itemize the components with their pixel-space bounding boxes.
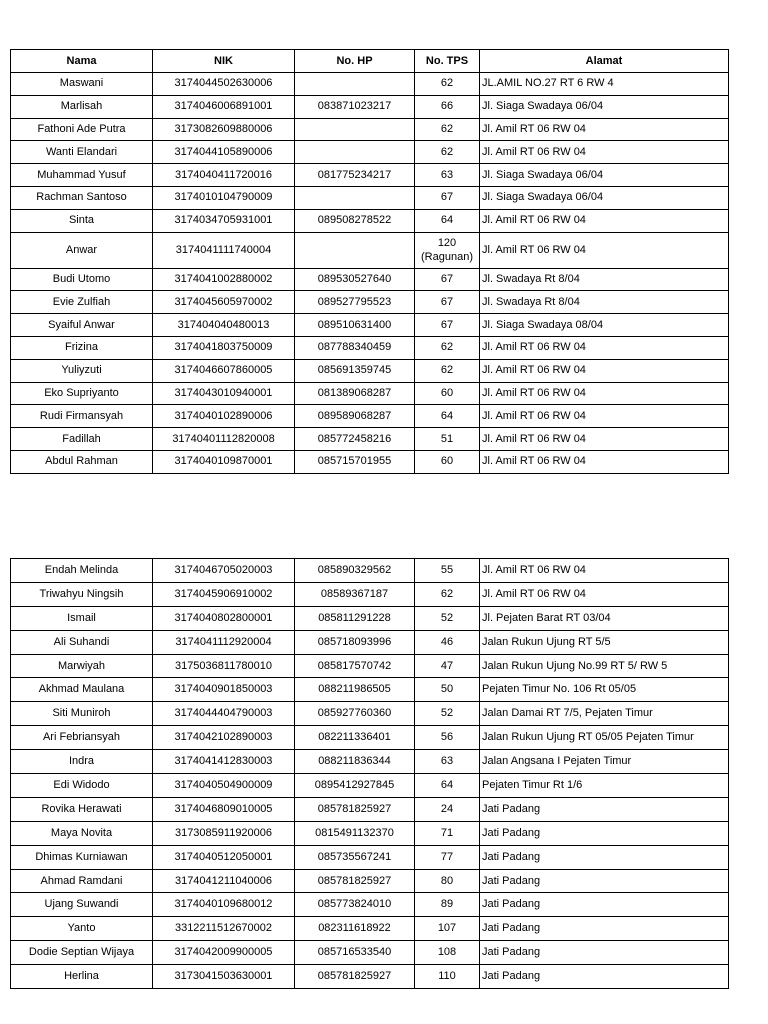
cell-nik: 3174042102890003 [153, 726, 295, 750]
cell-tps: 67 [415, 314, 480, 337]
cell-nama: Yuliyzuti [11, 359, 153, 382]
cell-alamat: Pejaten Timur No. 106 Rt 05/05 [480, 678, 729, 702]
cell-nik: 31740401112820008 [153, 428, 295, 451]
cell-nama: Ahmad Ramdani [11, 869, 153, 893]
cell-alamat: Jl. Swadaya Rt 8/04 [480, 291, 729, 314]
cell-hp [295, 186, 415, 209]
cell-hp: 085781825927 [295, 797, 415, 821]
cell-nik: 3174046607860005 [153, 359, 295, 382]
table-row [11, 336, 729, 359]
cell-hp: 089589068287 [295, 405, 415, 428]
cell-hp: 0815491132370 [295, 821, 415, 845]
table-row [11, 95, 729, 118]
cell-nama: Indra [11, 750, 153, 774]
cell-nama: Endah Melinda [11, 559, 153, 583]
cell-nama: Muhammad Yusuf [11, 164, 153, 187]
table-row [11, 606, 729, 630]
cell-nik: 317404040480013 [153, 314, 295, 337]
cell-tps: 46 [415, 630, 480, 654]
cell-nama: Ujang Suwandi [11, 893, 153, 917]
cell-hp: 082211336401 [295, 726, 415, 750]
cell-tps: 64 [415, 405, 480, 428]
cell-tps: 47 [415, 654, 480, 678]
cell-hp [295, 141, 415, 164]
cell-tps: 50 [415, 678, 480, 702]
cell-hp: 088211836344 [295, 750, 415, 774]
cell-tps: 64 [415, 774, 480, 798]
cell-nik: 3174034705931001 [153, 209, 295, 232]
cell-nama: Edi Widodo [11, 774, 153, 798]
cell-alamat: Jati Padang [480, 821, 729, 845]
table-row [11, 702, 729, 726]
cell-hp [295, 232, 415, 268]
cell-hp: 088211986505 [295, 678, 415, 702]
table-row [11, 141, 729, 164]
cell-tps: 80 [415, 869, 480, 893]
header-nik: NIK [153, 50, 295, 73]
cell-hp: 081775234217 [295, 164, 415, 187]
cell-tps: 62 [415, 141, 480, 164]
cell-nama: Budi Utomo [11, 268, 153, 291]
cell-tps: 64 [415, 209, 480, 232]
cell-hp [295, 73, 415, 96]
cell-nik: 3174041412830003 [153, 750, 295, 774]
table-row [11, 186, 729, 209]
cell-nama: Marlisah [11, 95, 153, 118]
table-row [11, 750, 729, 774]
cell-nama: Rudi Firmansyah [11, 405, 153, 428]
cell-nik: 3174041002880002 [153, 268, 295, 291]
cell-hp: 089527795523 [295, 291, 415, 314]
cell-nama: Dodie Septian Wijaya [11, 941, 153, 965]
cell-tps: 67 [415, 291, 480, 314]
cell-nama: Triwahyu Ningsih [11, 582, 153, 606]
voter-table-2 [10, 558, 729, 989]
cell-alamat: Jl. Swadaya Rt 8/04 [480, 268, 729, 291]
table-row [11, 118, 729, 141]
table-row [11, 774, 729, 798]
table-row [11, 917, 729, 941]
cell-tps: 67 [415, 186, 480, 209]
cell-hp: 085781825927 [295, 965, 415, 989]
cell-nik: 3174043010940001 [153, 382, 295, 405]
cell-tps: 62 [415, 118, 480, 141]
table-row [11, 73, 729, 96]
cell-hp: 085735567241 [295, 845, 415, 869]
cell-nama: Herlina [11, 965, 153, 989]
cell-nik: 3174042009900005 [153, 941, 295, 965]
cell-tps: 62 [415, 582, 480, 606]
cell-nik: 3174040109870001 [153, 450, 295, 473]
cell-hp: 0895412927845 [295, 774, 415, 798]
table-row [11, 869, 729, 893]
cell-nama: Akhmad Maulana [11, 678, 153, 702]
cell-tps: 67 [415, 268, 480, 291]
cell-nik: 3174041211040006 [153, 869, 295, 893]
cell-nik: 3174046006891001 [153, 95, 295, 118]
cell-hp: 085715701955 [295, 450, 415, 473]
table-header-row [11, 50, 729, 73]
cell-tps: 62 [415, 73, 480, 96]
table-row [11, 359, 729, 382]
cell-tps: 55 [415, 559, 480, 583]
cell-nik: 3174040109680012 [153, 893, 295, 917]
cell-tps: 63 [415, 750, 480, 774]
cell-nama: Evie Zulfiah [11, 291, 153, 314]
table-row [11, 450, 729, 473]
cell-nama: Rovika Herawati [11, 797, 153, 821]
table-row [11, 164, 729, 187]
table-row [11, 582, 729, 606]
cell-alamat: Jl. Amil RT 06 RW 04 [480, 232, 729, 268]
table-row [11, 232, 729, 268]
cell-alamat: Jl. Amil RT 06 RW 04 [480, 428, 729, 451]
cell-nik: 3173082609880006 [153, 118, 295, 141]
cell-tps: 66 [415, 95, 480, 118]
cell-tps: 77 [415, 845, 480, 869]
table-row [11, 965, 729, 989]
cell-hp: 085716533540 [295, 941, 415, 965]
cell-alamat: Pejaten Timur Rt 1/6 [480, 774, 729, 798]
cell-alamat: Jl. Amil RT 06 RW 04 [480, 141, 729, 164]
table-row [11, 726, 729, 750]
table-row [11, 382, 729, 405]
cell-hp: 085817570742 [295, 654, 415, 678]
cell-alamat: Jl. Amil RT 06 RW 04 [480, 559, 729, 583]
cell-tps: 108 [415, 941, 480, 965]
cell-alamat: JL.AMIL NO.27 RT 6 RW 4 [480, 73, 729, 96]
cell-nik: 3173085911920006 [153, 821, 295, 845]
cell-alamat: Jl. Siaga Swadaya 06/04 [480, 164, 729, 187]
cell-hp: 089508278522 [295, 209, 415, 232]
cell-tps: 60 [415, 450, 480, 473]
cell-alamat: Jalan Rukun Ujung RT 05/05 Pejaten Timur [480, 726, 729, 750]
cell-hp: 085811291228 [295, 606, 415, 630]
cell-nama: Siti Muniroh [11, 702, 153, 726]
cell-nik: 3174044404790003 [153, 702, 295, 726]
cell-alamat: Jl. Amil RT 06 RW 04 [480, 209, 729, 232]
cell-nama: Frizina [11, 336, 153, 359]
header-alamat: Alamat [480, 50, 729, 73]
cell-nama: Ari Febriansyah [11, 726, 153, 750]
cell-nik: 3174041112920004 [153, 630, 295, 654]
cell-hp: 083871023217 [295, 95, 415, 118]
cell-nik: 3174040411720016 [153, 164, 295, 187]
cell-tps: 62 [415, 336, 480, 359]
cell-alamat: Jl. Amil RT 06 RW 04 [480, 450, 729, 473]
table-row [11, 268, 729, 291]
cell-tps: 62 [415, 359, 480, 382]
cell-nama: Dhimas Kurniawan [11, 845, 153, 869]
cell-nama: Ismail [11, 606, 153, 630]
cell-alamat: Jl. Amil RT 06 RW 04 [480, 359, 729, 382]
cell-nik: 3174046705020003 [153, 559, 295, 583]
cell-alamat: Jati Padang [480, 797, 729, 821]
cell-tps: 24 [415, 797, 480, 821]
table-row [11, 291, 729, 314]
cell-nik: 3174040102890006 [153, 405, 295, 428]
cell-nama: Anwar [11, 232, 153, 268]
cell-hp: 085890329562 [295, 559, 415, 583]
cell-nik: 3174040504900009 [153, 774, 295, 798]
cell-alamat: Jl. Amil RT 06 RW 04 [480, 336, 729, 359]
cell-nama: Rachman Santoso [11, 186, 153, 209]
cell-nik: 3174041803750009 [153, 336, 295, 359]
cell-hp: 087788340459 [295, 336, 415, 359]
cell-nama: Marwiyah [11, 654, 153, 678]
header-tps: No. TPS [415, 50, 480, 73]
header-nama: Nama [11, 50, 153, 73]
cell-nik: 3174041111740004 [153, 232, 295, 268]
cell-nama: Sinta [11, 209, 153, 232]
cell-hp: 085781825927 [295, 869, 415, 893]
cell-nama: Abdul Rahman [11, 450, 153, 473]
table-row [11, 821, 729, 845]
cell-hp: 081389068287 [295, 382, 415, 405]
cell-tps: 52 [415, 702, 480, 726]
cell-nama: Yanto [11, 917, 153, 941]
cell-hp [295, 118, 415, 141]
table-row [11, 630, 729, 654]
cell-alamat: Jati Padang [480, 893, 729, 917]
cell-nik: 3174044502630006 [153, 73, 295, 96]
cell-nik: 3174045906910002 [153, 582, 295, 606]
cell-alamat: Jati Padang [480, 941, 729, 965]
cell-tps: 89 [415, 893, 480, 917]
header-hp: No. HP [295, 50, 415, 73]
cell-alamat: Jl. Siaga Swadaya 06/04 [480, 95, 729, 118]
table-row [11, 893, 729, 917]
cell-nik: 3174040802800001 [153, 606, 295, 630]
cell-nama: Fathoni Ade Putra [11, 118, 153, 141]
table-row [11, 941, 729, 965]
cell-hp: 085773824010 [295, 893, 415, 917]
cell-hp: 085718093996 [295, 630, 415, 654]
cell-alamat: Jl. Siaga Swadaya 06/04 [480, 186, 729, 209]
cell-nik: 3175036811780010 [153, 654, 295, 678]
cell-alamat: Jl. Amil RT 06 RW 04 [480, 118, 729, 141]
cell-tps: 120 (Ragunan) [415, 232, 480, 268]
cell-hp: 08589367187 [295, 582, 415, 606]
table-row [11, 559, 729, 583]
table-row [11, 209, 729, 232]
cell-nik: 3174046809010005 [153, 797, 295, 821]
cell-hp: 082311618922 [295, 917, 415, 941]
cell-hp: 085691359745 [295, 359, 415, 382]
cell-nama: Ali Suhandi [11, 630, 153, 654]
cell-alamat: Jalan Angsana I Pejaten Timur [480, 750, 729, 774]
cell-alamat: Jl. Siaga Swadaya 08/04 [480, 314, 729, 337]
cell-tps: 52 [415, 606, 480, 630]
cell-nik: 3173041503630001 [153, 965, 295, 989]
cell-nik: 3174010104790009 [153, 186, 295, 209]
cell-hp: 089530527640 [295, 268, 415, 291]
cell-nik: 3174040901850003 [153, 678, 295, 702]
voter-table-1 [10, 49, 729, 474]
cell-nama: Maya Novita [11, 821, 153, 845]
cell-alamat: Jati Padang [480, 917, 729, 941]
cell-tps: 63 [415, 164, 480, 187]
cell-alamat: Jati Padang [480, 869, 729, 893]
table-row [11, 654, 729, 678]
cell-alamat: Jl. Amil RT 06 RW 04 [480, 405, 729, 428]
table-row [11, 428, 729, 451]
cell-hp: 085772458216 [295, 428, 415, 451]
table-row [11, 314, 729, 337]
table-row [11, 678, 729, 702]
cell-alamat: Jati Padang [480, 845, 729, 869]
cell-hp: 085927760360 [295, 702, 415, 726]
cell-tps: 110 [415, 965, 480, 989]
cell-nama: Maswani [11, 73, 153, 96]
cell-alamat: Jati Padang [480, 965, 729, 989]
cell-nama: Fadillah [11, 428, 153, 451]
cell-nik: 3174044105890006 [153, 141, 295, 164]
cell-nik: 3174040512050001 [153, 845, 295, 869]
cell-nama: Syaiful Anwar [11, 314, 153, 337]
cell-nik: 3174045605970002 [153, 291, 295, 314]
table-row [11, 797, 729, 821]
cell-alamat: Jl. Pejaten Barat RT 03/04 [480, 606, 729, 630]
cell-nama: Eko Supriyanto [11, 382, 153, 405]
cell-hp: 089510631400 [295, 314, 415, 337]
cell-tps: 51 [415, 428, 480, 451]
cell-alamat: Jalan Rukun Ujung No.99 RT 5/ RW 5 [480, 654, 729, 678]
cell-alamat: Jl. Amil RT 06 RW 04 [480, 582, 729, 606]
cell-alamat: Jl. Amil RT 06 RW 04 [480, 382, 729, 405]
cell-alamat: Jalan Damai RT 7/5, Pejaten Timur [480, 702, 729, 726]
cell-tps: 56 [415, 726, 480, 750]
table-row [11, 845, 729, 869]
cell-tps: 71 [415, 821, 480, 845]
cell-tps: 107 [415, 917, 480, 941]
cell-nik: 3312211512670002 [153, 917, 295, 941]
table-row [11, 405, 729, 428]
cell-nama: Wanti Elandari [11, 141, 153, 164]
cell-alamat: Jalan Rukun Ujung RT 5/5 [480, 630, 729, 654]
cell-tps: 60 [415, 382, 480, 405]
